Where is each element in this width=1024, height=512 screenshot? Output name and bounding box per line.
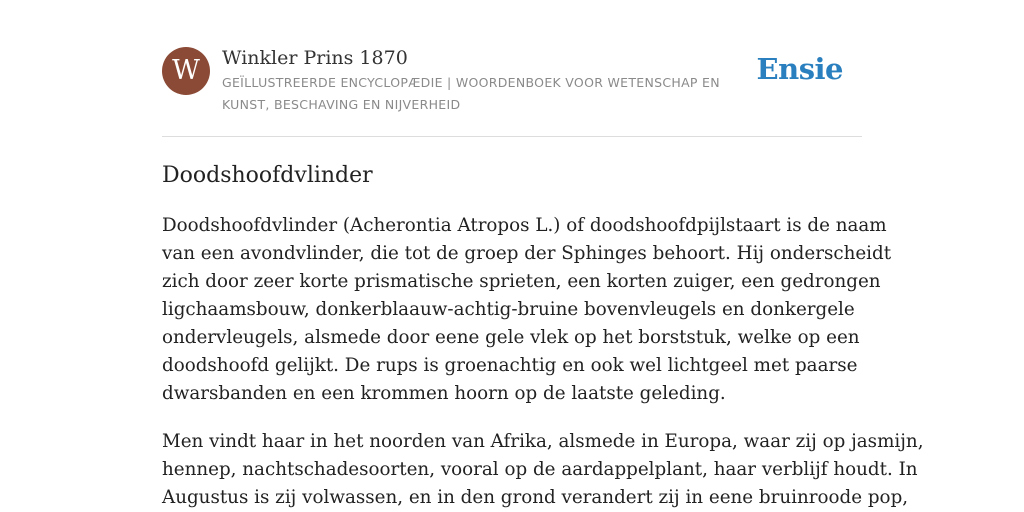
paragraph [162, 428, 924, 512]
source-avatar[interactable]: W [162, 47, 210, 95]
source-title[interactable]: Winkler Prins 1870 [222, 47, 408, 69]
text-line: dwarsbanden en een krommen hoorn op de laatste geleding. [162, 383, 726, 404]
article-title: Doodshoofdvlinder [162, 163, 373, 188]
text-line: Augustus is zij volwassen, en in den grond verandert zij in eene bruinroode pop, [162, 487, 909, 508]
text-line: Doodshoofdvlinder (Acherontia Atropos L.) of doodshoofdpijlstaart is de naam [162, 215, 887, 236]
text-line: ondervleugels, alsmede door eene gele vlek op het borststuk, welke op een [162, 327, 860, 348]
ensie-logo[interactable]: Ensie [756, 52, 843, 86]
text-line: doodshoofd gelijkt. De rups is groenachtig en ook wel lichtgeel met paarse [162, 355, 858, 376]
text-line: zich door zeer korte prismatische sprieten, een korten zuiger, een gedrongen [162, 271, 881, 292]
source-header [162, 0, 862, 137]
article-body [162, 212, 924, 512]
page [162, 0, 924, 512]
text-line: ligchaamsbouw, donkerblaauw-achtig-bruine bovenvleugels en donkergele [162, 299, 855, 320]
paragraph [162, 212, 892, 408]
source-subtitle: GEÏLLUSTREERDE ENCYCLOPÆDIE | WOORDENBOEK VOOR WETENSCHAP EN KUNST, BESCHAVING EN NIJVERHEID [222, 75, 720, 112]
text-line: Men vindt haar in het noorden van Afrika, alsmede in Europa, waar zij op jasmijn, [162, 431, 924, 452]
text-line: hennep, nachtschadesoorten, vooral op de aardappelplant, haar verblijf houdt. In [162, 459, 918, 480]
text-line: van een avondvlinder, die tot de groep der Sphinges behoort. Hij onderscheidt [162, 243, 892, 264]
